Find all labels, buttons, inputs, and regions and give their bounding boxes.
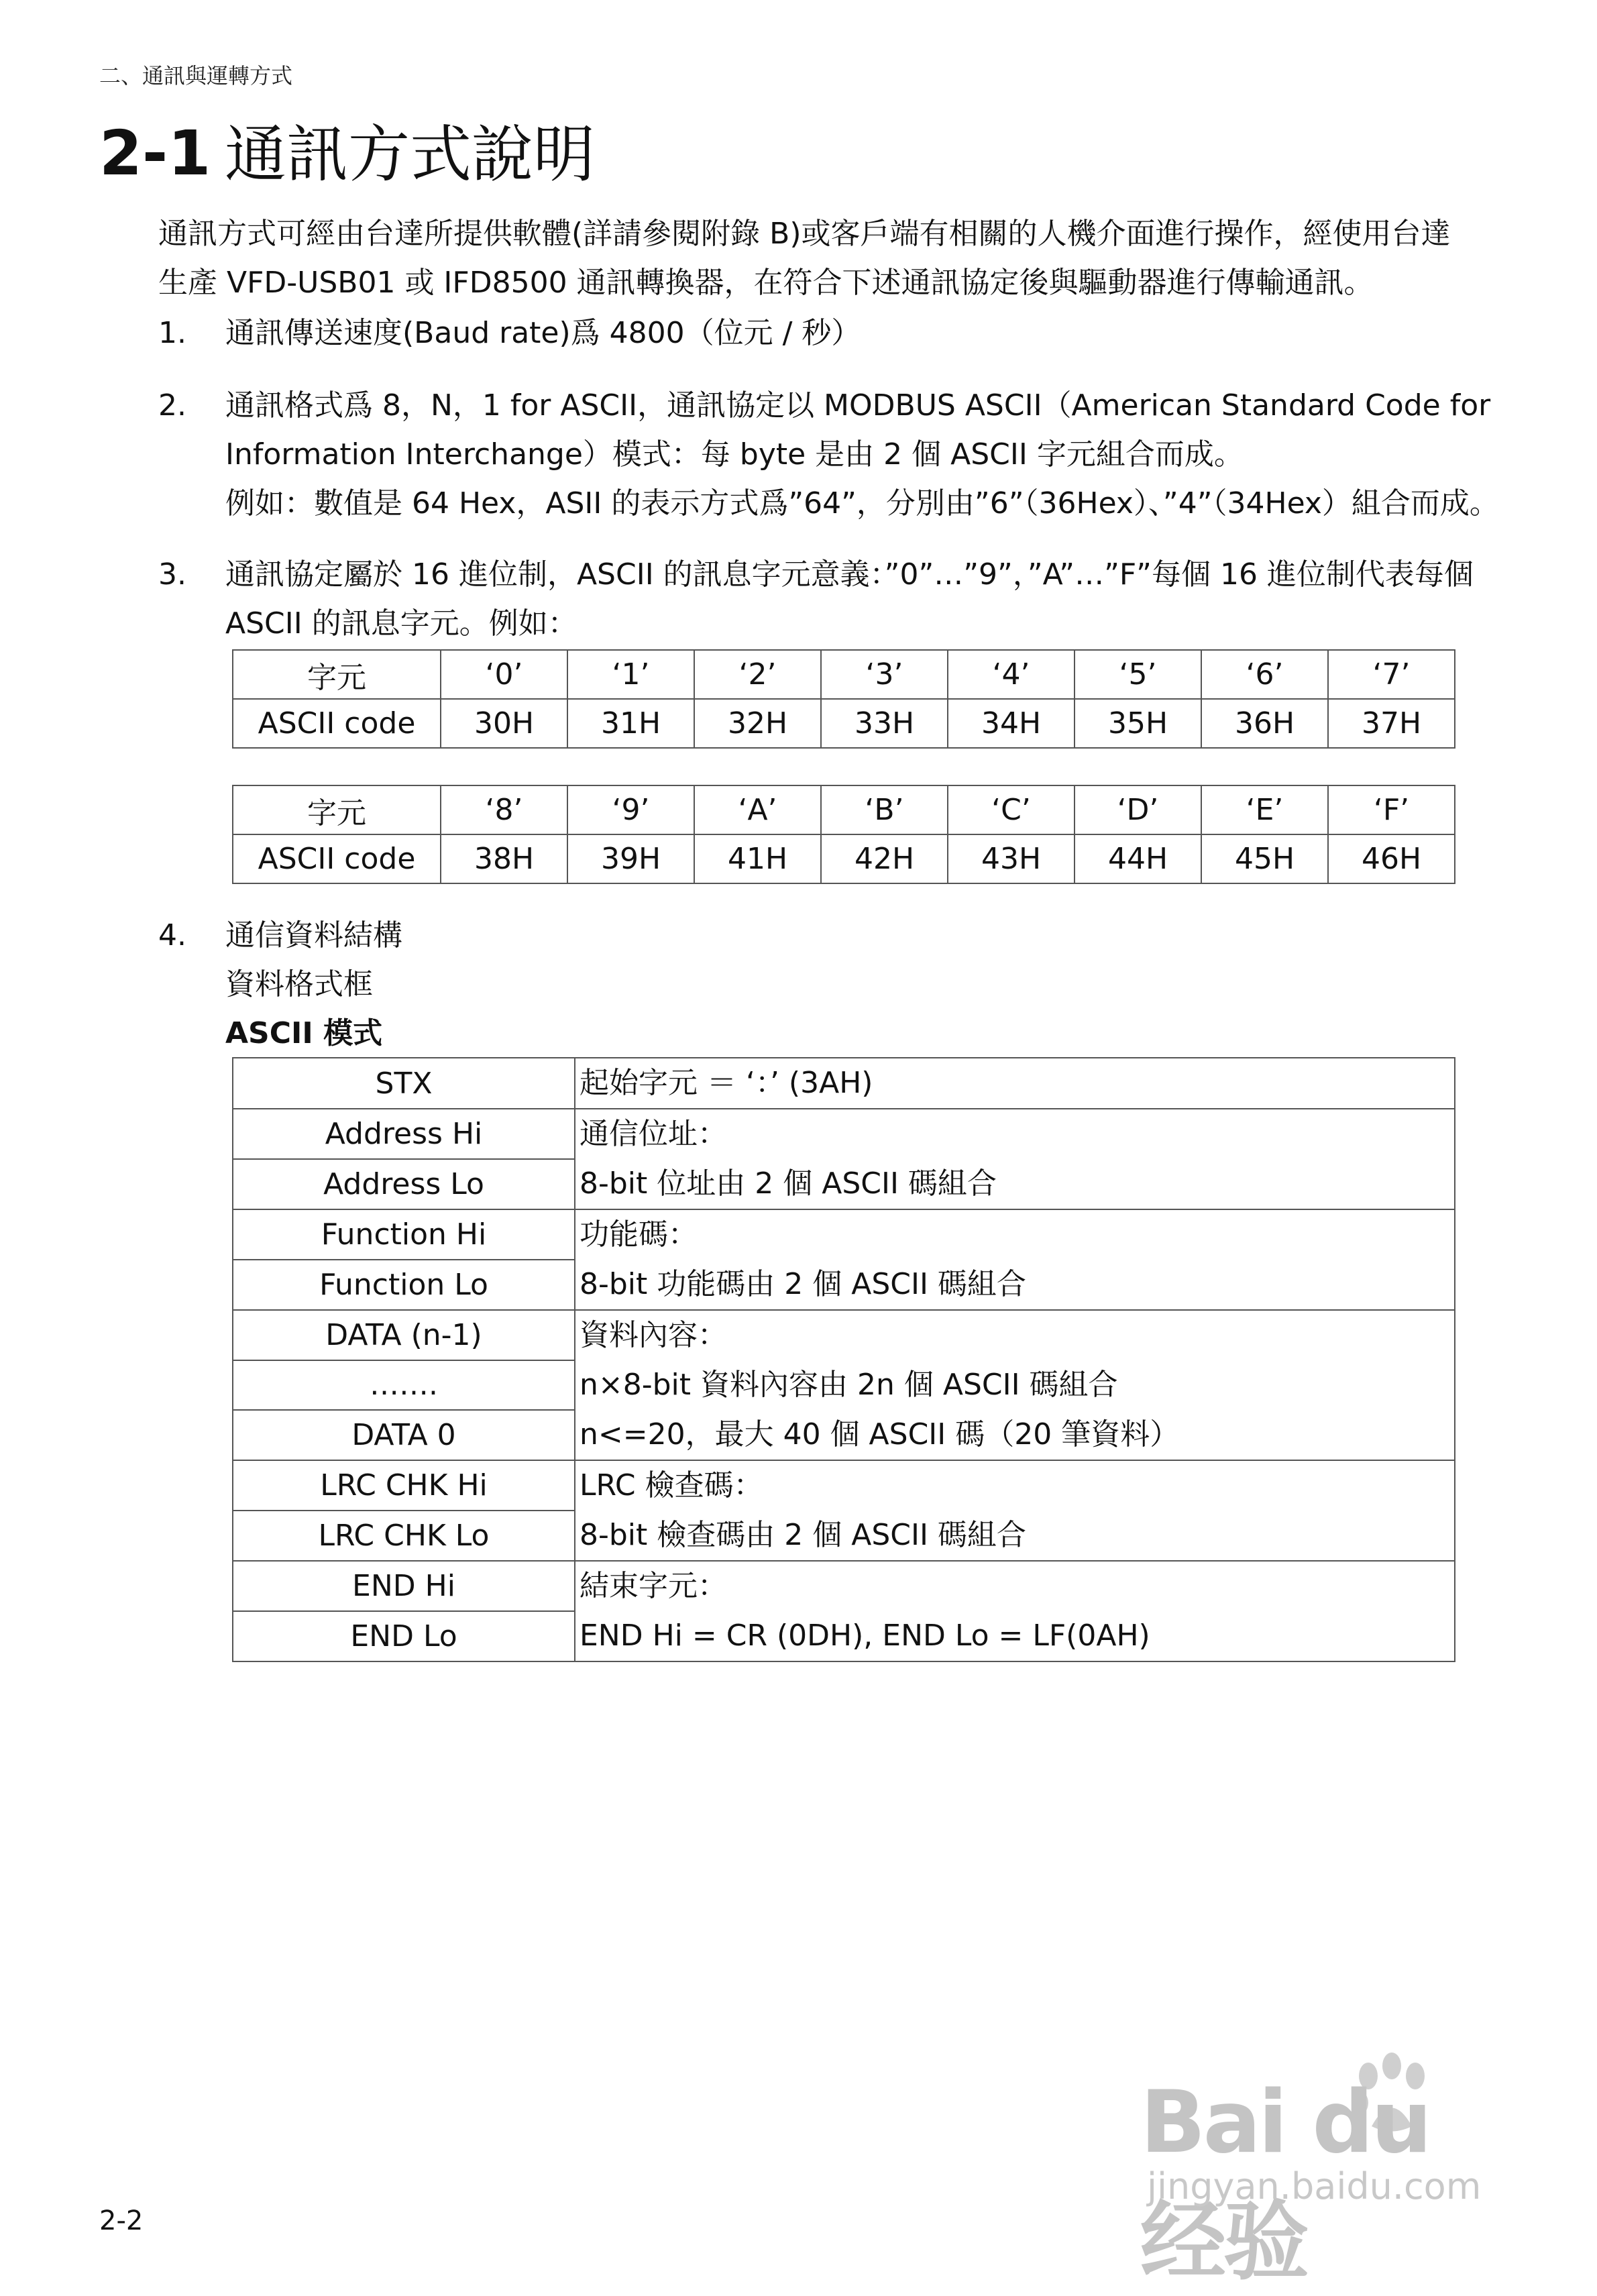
- list-item-number: 3.: [158, 557, 186, 592]
- table-row: [233, 1058, 1455, 1109]
- description-line: END Hi = CR (0DH), END Lo = LF(0AH): [580, 1619, 1150, 1653]
- field-name: Function Lo: [233, 1260, 575, 1310]
- description-line: 8-bit 位址由 2 個 ASCII 碼組合: [580, 1166, 997, 1201]
- table-row: [233, 699, 1455, 748]
- table-cell: ‘6’: [1201, 650, 1328, 699]
- row-label: ASCII code: [233, 834, 441, 883]
- mode-label: ASCII 模式: [225, 1016, 383, 1050]
- table-cell: 32H: [694, 699, 821, 748]
- list-item-number: 4.: [158, 918, 186, 952]
- list-item-text: 通信資料結構: [225, 918, 402, 952]
- table-cell: ‘1’: [567, 650, 694, 699]
- list-item-4: [158, 911, 1466, 1065]
- table-cell: ‘0’: [441, 650, 567, 699]
- table-row: [233, 650, 1455, 699]
- table-cell: 45H: [1201, 834, 1328, 883]
- list-item-2: [158, 381, 1499, 529]
- description-line: 8-bit 檢查碼由 2 個 ASCII 碼組合: [580, 1518, 1026, 1552]
- table-cell: 42H: [821, 834, 948, 883]
- table-cell: 46H: [1328, 834, 1455, 883]
- table-cell: 35H: [1075, 699, 1201, 748]
- page-number: 2-2: [99, 2205, 144, 2236]
- section-title: 通訊方式說明: [225, 119, 596, 190]
- field-name: END Lo: [233, 1611, 575, 1661]
- description-line: n×8-bit 資料內容由 2n 個 ASCII 碼組合: [580, 1368, 1118, 1402]
- row-label: ASCII code: [233, 699, 441, 748]
- list-item-number: 2.: [158, 388, 186, 423]
- watermark-url: jingyan.baidu.com: [1147, 2165, 1482, 2207]
- table-cell: ‘2’: [694, 650, 821, 699]
- field-description: [575, 1561, 1455, 1661]
- list-item-number: 1.: [158, 316, 186, 350]
- list-item-1: [158, 309, 1466, 359]
- list-item-text: Information Interchange）模式：每 byte 是由 2 個 ASCII 字元組合而成。: [225, 437, 1244, 472]
- table-cell: ‘A’: [694, 785, 821, 834]
- table-cell: ‘5’: [1075, 650, 1201, 699]
- field-name: LRC CHK Lo: [233, 1511, 575, 1561]
- section-number: 2-1: [99, 117, 211, 189]
- field-name: Address Lo: [233, 1159, 575, 1209]
- list-item-3: [158, 550, 1474, 651]
- field-description: [575, 1460, 1455, 1561]
- table-row: [233, 1310, 1455, 1360]
- description-line: 起始字元 ＝ ‘：’ (3AH): [580, 1066, 873, 1100]
- list-item-text: 資料格式框: [225, 967, 373, 1001]
- table-row: [233, 1109, 1455, 1159]
- table-cell: ‘B’: [821, 785, 948, 834]
- table-cell: 38H: [441, 834, 567, 883]
- field-name: …….: [233, 1360, 575, 1411]
- field-name: Function Hi: [233, 1209, 575, 1260]
- table-cell: 34H: [948, 699, 1075, 748]
- intro-paragraph: [158, 209, 1466, 307]
- list-item-text: ASCII 的訊息字元。例如：: [225, 606, 577, 641]
- row-label: 字元: [233, 650, 441, 699]
- description-line: 通信位址：: [580, 1117, 727, 1151]
- description-line: 8-bit 功能碼由 2 個 ASCII 碼組合: [580, 1267, 1026, 1301]
- table-cell: 30H: [441, 699, 567, 748]
- table-cell: ‘E’: [1201, 785, 1328, 834]
- intro-line-2: 生產 VFD-USB01 或 IFD8500 通訊轉換器，在符合下述通訊協定後與驅動器進行傳輸通訊。: [158, 266, 1374, 300]
- list-item-text: 通訊傳送速度(Baud rate)爲 4800（位元 / 秒）: [225, 316, 861, 350]
- table-cell: ‘9’: [567, 785, 694, 834]
- row-label: 字元: [233, 785, 441, 834]
- table-row: [233, 785, 1455, 834]
- watermark-brand: Bai du 经验: [1140, 2073, 1430, 2292]
- description-line: n<=20，最大 40 個 ASCII 碼（20 筆資料）: [580, 1417, 1180, 1452]
- field-name: Address Hi: [233, 1109, 575, 1159]
- list-item-text: 通訊格式爲 8，N，1 for ASCII，通訊協定以 MODBUS ASCII（American Standard Code for: [225, 388, 1491, 423]
- field-name: DATA 0: [233, 1410, 575, 1460]
- field-description: [575, 1310, 1455, 1460]
- table-row: [233, 834, 1455, 883]
- table-cell: ‘F’: [1328, 785, 1455, 834]
- description-line: 資料內容：: [580, 1318, 727, 1352]
- table-cell: 37H: [1328, 699, 1455, 748]
- table-cell: 41H: [694, 834, 821, 883]
- table-row: [233, 1209, 1455, 1260]
- list-item-text: 通訊協定屬於 16 進位制，ASCII 的訊息字元意義：”0”…”9”，”A”…”F”每個 16 進位制代表每個: [225, 557, 1474, 592]
- table-cell: 44H: [1075, 834, 1201, 883]
- field-name: END Hi: [233, 1561, 575, 1611]
- table-cell: 43H: [948, 834, 1075, 883]
- table-cell: 39H: [567, 834, 694, 883]
- table-row: [233, 1561, 1455, 1611]
- description-line: 結束字元：: [580, 1569, 727, 1603]
- field-description: [575, 1109, 1455, 1209]
- field-name: DATA (n-1): [233, 1310, 575, 1360]
- table-cell: ‘3’: [821, 650, 948, 699]
- table-cell: ‘C’: [948, 785, 1075, 834]
- intro-line-1: 通訊方式可經由台達所提供軟體(詳請參閱附錄 B)或客戶端有相關的人機介面進行操作，經使用台達: [158, 217, 1451, 251]
- table-cell: ‘4’: [948, 650, 1075, 699]
- field-name: STX: [233, 1058, 575, 1109]
- running-head: 二、通訊與運轉方式: [99, 63, 293, 89]
- ascii-table-2: [232, 785, 1455, 884]
- table-cell: ‘8’: [441, 785, 567, 834]
- table-cell: 36H: [1201, 699, 1328, 748]
- field-description: [575, 1209, 1455, 1310]
- table-row: [233, 1460, 1455, 1511]
- watermark: [1140, 2046, 1516, 2292]
- table-cell: ‘D’: [1075, 785, 1201, 834]
- table-cell: ‘7’: [1328, 650, 1455, 699]
- field-description: [575, 1058, 1455, 1109]
- table-cell: 33H: [821, 699, 948, 748]
- frame-table: [232, 1057, 1455, 1662]
- field-name: LRC CHK Hi: [233, 1460, 575, 1511]
- list-item-text: 例如：數值是 64 Hex，ASII 的表示方式爲”64”，分別由”6”（36Hex）、”4”（34Hex）組合而成。: [225, 486, 1499, 521]
- ascii-table-1: [232, 649, 1455, 749]
- description-line: 功能碼：: [580, 1217, 698, 1252]
- table-cell: 31H: [567, 699, 694, 748]
- description-line: LRC 檢查碼：: [580, 1468, 763, 1502]
